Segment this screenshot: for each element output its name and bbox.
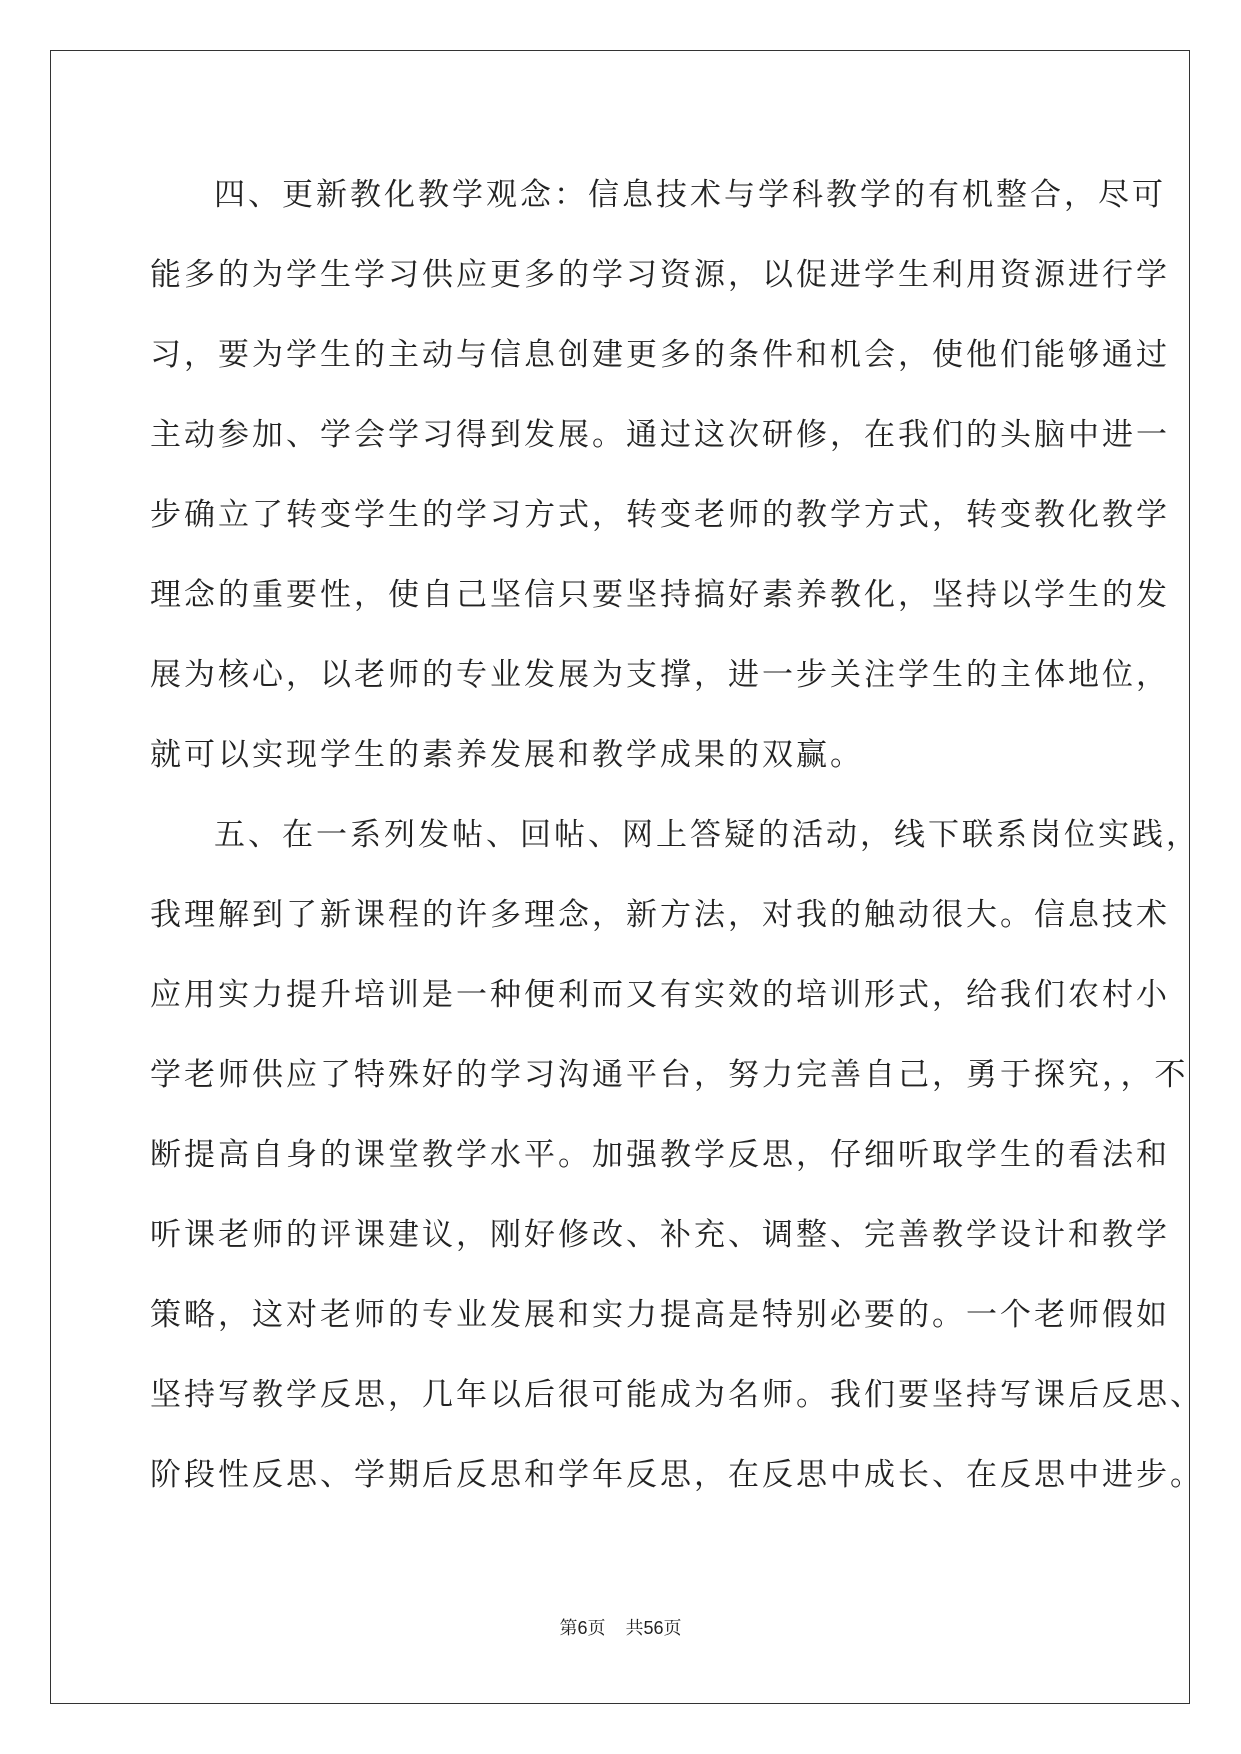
page-prefix: 第 xyxy=(559,1618,578,1639)
text-line: 阶段性反思、学期后反思和学年反思，在反思中成长、在反思中进步。 xyxy=(150,1457,1204,1493)
text-line: 五、在一系列发帖、回帖、网上答疑的活动，线下联系岗位实践， xyxy=(214,817,1200,853)
page-suffix: 页 xyxy=(587,1618,606,1639)
page-number: 6 xyxy=(577,1618,588,1638)
text-line: 展为核心，以老师的专业发展为支撑，进一步关注学生的主体地位， xyxy=(150,657,1170,693)
text-line: 能多的为学生学习供应更多的学习资源，以促进学生利用资源进行学 xyxy=(150,257,1170,293)
text-line: 习，要为学生的主动与信息创建更多的条件和机会，使他们能够通过 xyxy=(150,337,1170,373)
text-line: 就可以实现学生的素养发展和教学成果的双赢。 xyxy=(150,737,864,773)
text-line: 步确立了转变学生的学习方式，转变老师的教学方式，转变教化教学 xyxy=(150,497,1170,533)
text-line: 断提高自身的课堂教学水平。加强教学反思，仔细听取学生的看法和 xyxy=(150,1137,1170,1173)
paragraph-4 xyxy=(150,155,1170,795)
paragraph-5 xyxy=(150,795,1204,1515)
text-line: 理念的重要性，使自己坚信只要坚持搞好素养教化，坚持以学生的发 xyxy=(150,577,1170,613)
text-line: 坚持写教学反思，几年以后很可能成为名师。我们要坚持写课后反思、 xyxy=(150,1377,1204,1413)
text-line: 听课老师的评课建议，刚好修改、补充、调整、完善教学设计和教学 xyxy=(150,1217,1170,1253)
total-suffix: 页 xyxy=(663,1618,682,1639)
text-line: 主动参加、学会学习得到发展。通过这次研修，在我们的头脑中进一 xyxy=(150,417,1170,453)
text-line: 我理解到了新课程的许多理念，新方法，对我的触动很大。信息技术 xyxy=(150,897,1170,933)
text-line: 应用实力提升培训是一种便利而又有实效的培训形式，给我们农村小 xyxy=(150,977,1170,1013)
page-footer xyxy=(0,1614,1241,1640)
total-pages: 56 xyxy=(643,1618,664,1638)
text-line: 策略，这对老师的专业发展和实力提高是特别必要的。一个老师假如 xyxy=(150,1297,1170,1333)
text-line: 学老师供应了特殊好的学习沟通平台，努力完善自己，勇于探究，，不 xyxy=(150,1057,1189,1093)
document-body xyxy=(150,155,1204,1515)
text-line: 四、更新教化教学观念：信息技术与学科教学的有机整合，尽可 xyxy=(214,177,1166,213)
total-prefix: 共 xyxy=(625,1618,644,1639)
